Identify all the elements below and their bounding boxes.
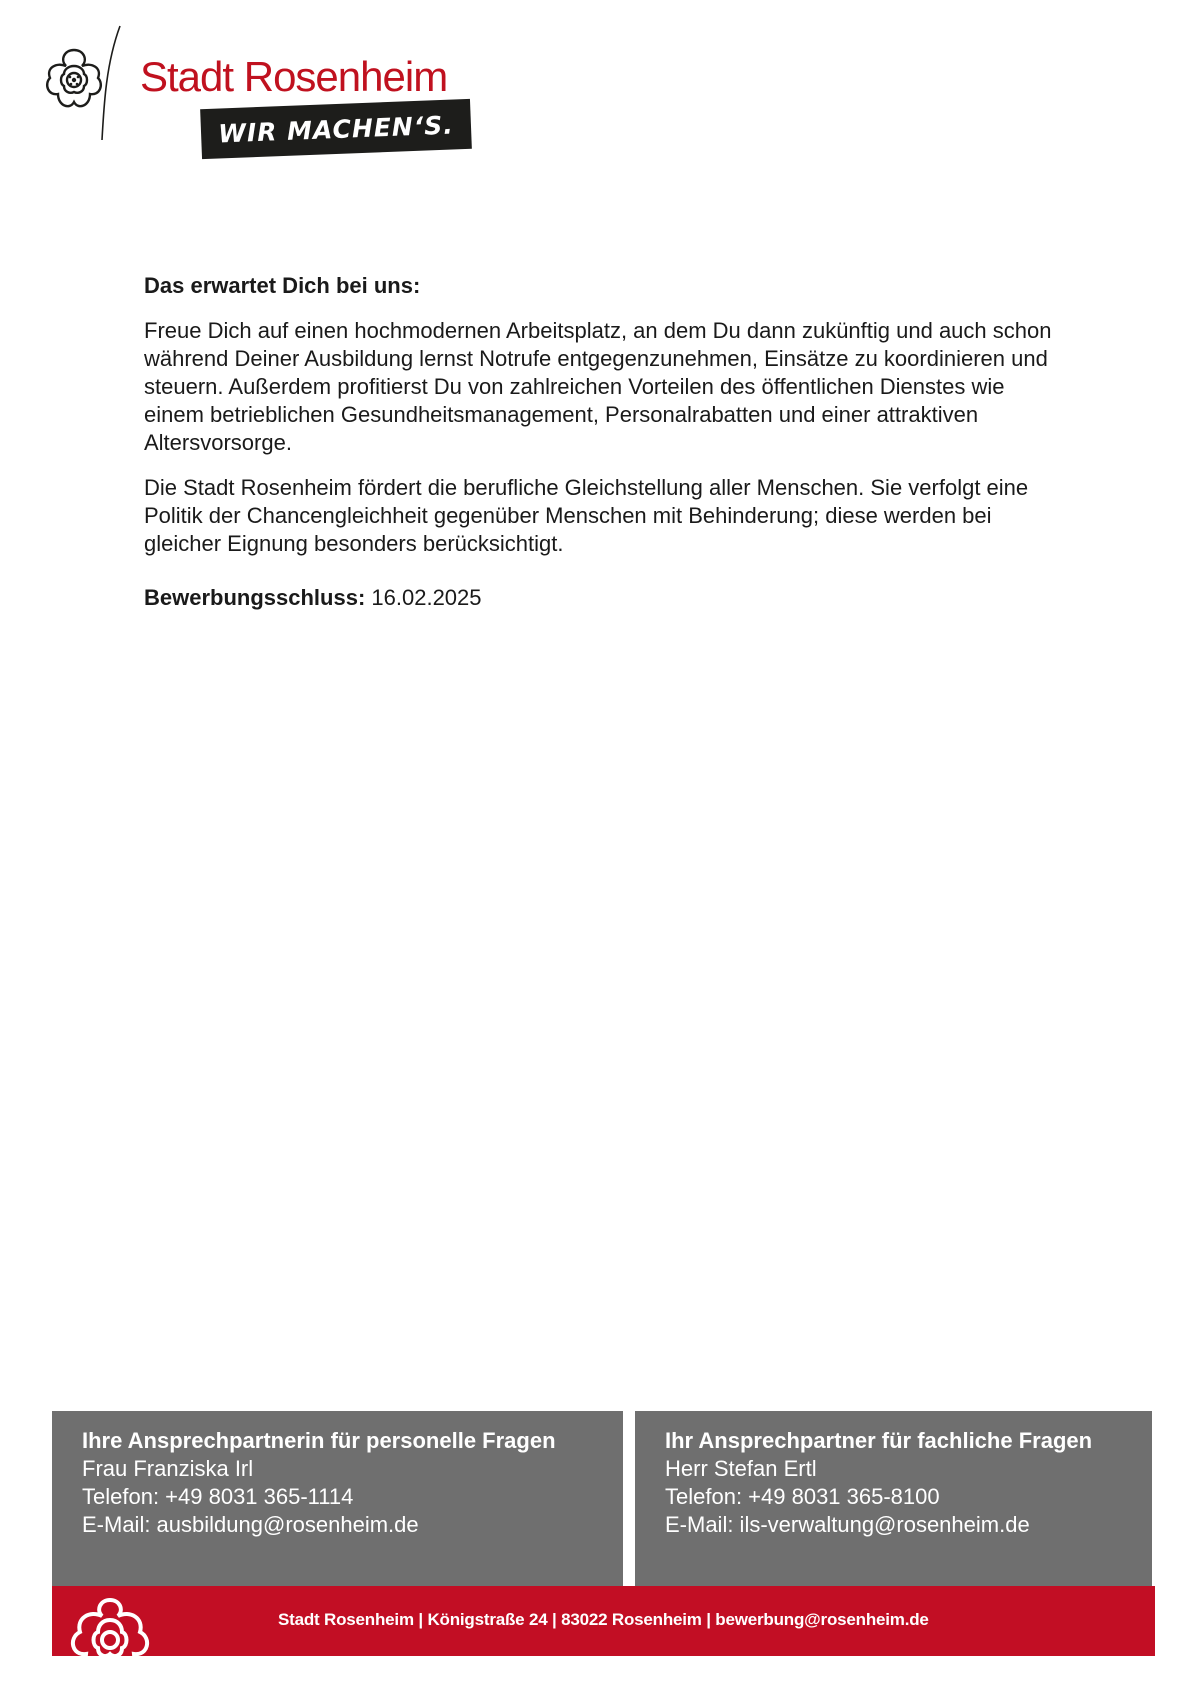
equality-paragraph: Die Stadt Rosenheim fördert die berufliche Gleichstellung aller Menschen. Sie verfolgt eine Politik der Chancengleichheit gegenüber Menschen mit Behinderung; diese werden bei gleicher Eignung besonders berücksichtigt. <box>144 475 1029 556</box>
contact-box-technical <box>635 1411 1152 1586</box>
city-name: Stadt Rosenheim <box>140 53 448 100</box>
deadline-value: 16.02.2025 <box>371 585 482 610</box>
slogan-banner: WIR MACHEN‘S. <box>200 99 472 159</box>
contact-heading: Ihr Ansprechpartner für fachliche Fragen <box>665 1428 1093 1453</box>
contact-name: Frau Franziska Irl <box>82 1456 254 1481</box>
section-heading: Das erwartet Dich bei uns: <box>144 273 421 298</box>
rose-outline-icon <box>52 1594 170 1656</box>
contact-box-personnel <box>52 1411 623 1586</box>
footer-address: Stadt Rosenheim | Königstraße 24 | 83022 Rosenheim | bewerbung@rosenheim.de <box>278 1610 929 1629</box>
contact-name: Herr Stefan Ertl <box>665 1456 817 1481</box>
contact-email: E-Mail: ausbildung@rosenheim.de <box>82 1512 419 1537</box>
job-description <box>144 272 1064 629</box>
footer-bar <box>52 1586 1155 1656</box>
contact-phone: Telefon: +49 8031 365-1114 <box>82 1484 354 1509</box>
contact-email: E-Mail: ils-verwaltung@rosenheim.de <box>665 1512 1030 1537</box>
application-deadline <box>144 584 1064 612</box>
contact-phone: Telefon: +49 8031 365-8100 <box>665 1484 940 1509</box>
contact-heading: Ihre Ansprechpartnerin für personelle Fragen <box>82 1428 556 1453</box>
deadline-label: Bewerbungsschluss: <box>144 585 366 610</box>
logo-divider-line <box>96 24 126 142</box>
benefits-paragraph: Freue Dich auf einen hochmodernen Arbeitsplatz, an dem Du dann zukünftig und auch schon während Deiner Ausbildung lernst Notrufe entgegenzunehmen, Einsätze zu koordinieren und steuern. Außerdem profitierst Du von zahlreichen Vorteilen des öffentlichen Dienstes wie einem betrieblichen Gesundheitsmanagement, Personalrabatten und einer attraktiven Altersvorsorge. <box>144 318 1052 455</box>
